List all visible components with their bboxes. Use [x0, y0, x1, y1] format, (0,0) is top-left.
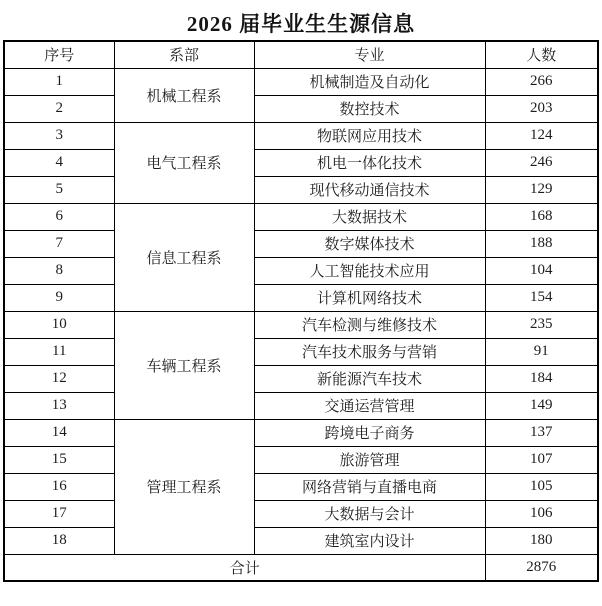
count-cell: 107	[485, 446, 598, 473]
major-cell: 旅游管理	[254, 446, 485, 473]
table-row	[4, 230, 598, 257]
major-cell: 建筑室内设计	[254, 527, 485, 554]
count-cell: 168	[485, 203, 598, 230]
row-no: 16	[4, 473, 114, 500]
table-row	[4, 419, 598, 446]
student-source-table	[3, 40, 599, 582]
major-cell: 大数据与会计	[254, 500, 485, 527]
row-no: 15	[4, 446, 114, 473]
count-cell: 91	[485, 338, 598, 365]
table-row	[4, 392, 598, 419]
count-cell: 149	[485, 392, 598, 419]
row-no: 10	[4, 311, 114, 338]
page-title: 2026 届毕业生生源信息	[186, 12, 416, 36]
row-no: 12	[4, 365, 114, 392]
total-label-cell: 合计	[4, 554, 485, 581]
major-cell: 大数据技术	[254, 203, 485, 230]
dept-cell: 机械工程系	[114, 68, 254, 122]
row-no: 9	[4, 284, 114, 311]
count-cell: 137	[485, 419, 598, 446]
row-no: 14	[4, 419, 114, 446]
major-cell: 数控技术	[254, 95, 485, 122]
major-cell: 现代移动通信技术	[254, 176, 485, 203]
count-cell: 203	[485, 95, 598, 122]
table-row	[4, 527, 598, 554]
major-cell: 物联网应用技术	[254, 122, 485, 149]
count-cell: 104	[485, 257, 598, 284]
table-row	[4, 311, 598, 338]
row-no: 17	[4, 500, 114, 527]
dept-cell: 电气工程系	[114, 122, 254, 203]
table-row	[4, 149, 598, 176]
row-no: 11	[4, 338, 114, 365]
table-row	[4, 203, 598, 230]
major-cell: 机电一体化技术	[254, 149, 485, 176]
count-cell: 106	[485, 500, 598, 527]
row-no: 5	[4, 176, 114, 203]
major-cell: 计算机网络技术	[254, 284, 485, 311]
row-no: 2	[4, 95, 114, 122]
count-cell: 105	[485, 473, 598, 500]
dept-cell: 信息工程系	[114, 203, 254, 311]
major-cell: 数字媒体技术	[254, 230, 485, 257]
table-row	[4, 95, 598, 122]
row-no: 8	[4, 257, 114, 284]
major-cell: 人工智能技术应用	[254, 257, 485, 284]
total-count-cell: 2876	[485, 554, 598, 581]
header-count: 人数	[485, 41, 598, 68]
count-cell: 124	[485, 122, 598, 149]
table-row	[4, 68, 598, 95]
table-row	[4, 338, 598, 365]
row-no: 7	[4, 230, 114, 257]
count-cell: 235	[485, 311, 598, 338]
row-no: 18	[4, 527, 114, 554]
dept-cell: 车辆工程系	[114, 311, 254, 419]
table-row	[4, 257, 598, 284]
count-cell: 129	[485, 176, 598, 203]
major-cell: 跨境电子商务	[254, 419, 485, 446]
major-cell: 汽车检测与维修技术	[254, 311, 485, 338]
count-cell: 246	[485, 149, 598, 176]
count-cell: 266	[485, 68, 598, 95]
header-dept: 系部	[114, 41, 254, 68]
row-no: 6	[4, 203, 114, 230]
header-row	[4, 41, 598, 68]
major-cell: 网络营销与直播电商	[254, 473, 485, 500]
table-row	[4, 365, 598, 392]
row-no: 3	[4, 122, 114, 149]
major-cell: 汽车技术服务与营销	[254, 338, 485, 365]
count-cell: 188	[485, 230, 598, 257]
table-row	[4, 446, 598, 473]
major-cell: 新能源汽车技术	[254, 365, 485, 392]
count-cell: 184	[485, 365, 598, 392]
major-cell: 交通运营管理	[254, 392, 485, 419]
dept-cell: 管理工程系	[114, 419, 254, 554]
header-major: 专业	[254, 41, 485, 68]
row-no: 1	[4, 68, 114, 95]
table-row	[4, 176, 598, 203]
row-no: 4	[4, 149, 114, 176]
table-row	[4, 122, 598, 149]
major-cell: 机械制造及自动化	[254, 68, 485, 95]
count-cell: 154	[485, 284, 598, 311]
header-no: 序号	[4, 41, 114, 68]
row-no: 13	[4, 392, 114, 419]
table-row	[4, 284, 598, 311]
total-row	[4, 554, 598, 581]
count-cell: 180	[485, 527, 598, 554]
table-row	[4, 473, 598, 500]
table-row	[4, 500, 598, 527]
